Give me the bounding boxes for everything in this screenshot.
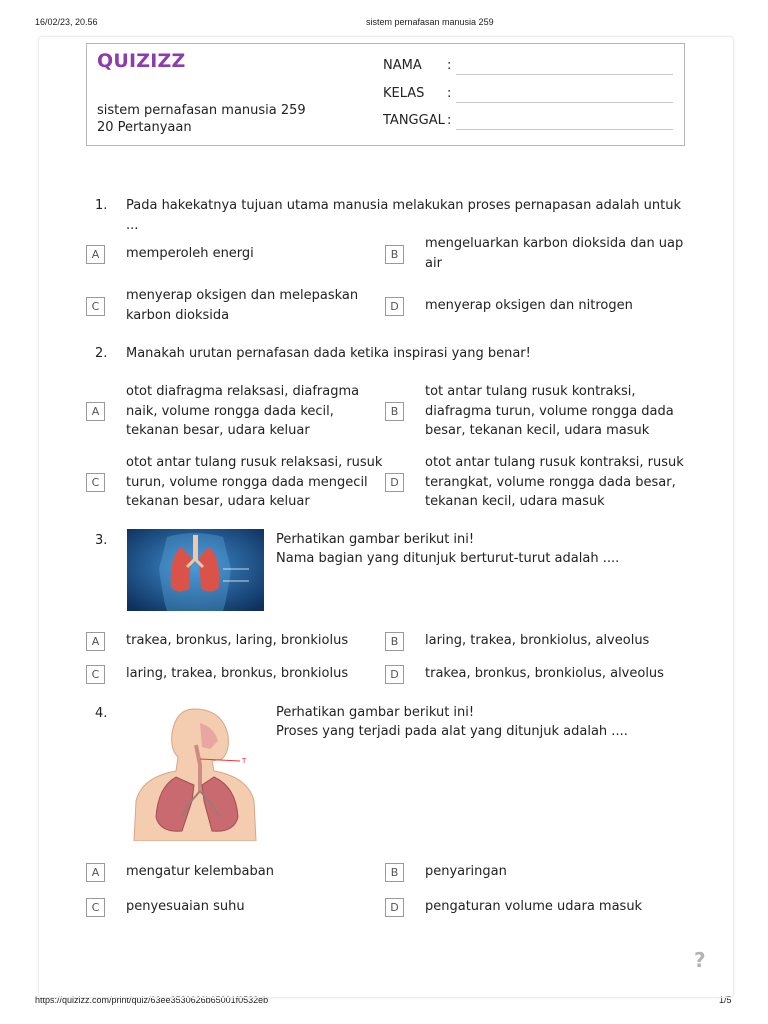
question-number: 4.: [95, 706, 108, 721]
class-colon: :: [447, 86, 452, 101]
name-label: NAMA: [383, 58, 422, 73]
date-colon: :: [447, 113, 452, 128]
quiz-page: [38, 36, 734, 998]
option-letter-b[interactable]: B: [385, 863, 404, 882]
print-page-number: 1/5: [719, 995, 732, 1005]
option-letter-c[interactable]: C: [86, 297, 105, 316]
question-text: Proses yang terjadi pada alat yang ditunjuk adalah ....: [276, 724, 628, 739]
option-letter-a[interactable]: A: [86, 402, 105, 421]
print-datetime: 16/02/23, 20.56: [35, 17, 98, 27]
question-text: Perhatikan gambar berikut ini!: [276, 705, 475, 720]
option-text: menyerap oksigen dan nitrogen: [425, 298, 633, 313]
print-url[interactable]: https://quizizz.com/print/quiz/63ee3530626b65001f0532eb: [35, 995, 269, 1005]
question-count: 20 Pertanyaan: [97, 120, 192, 135]
option-letter-d[interactable]: D: [385, 473, 404, 492]
question-number: 2.: [95, 346, 108, 361]
option-text: memperoleh energi: [126, 246, 254, 261]
respiratory-system-image: [130, 705, 260, 841]
option-text: trakea, bronkus, bronkiolus, alveolus: [425, 666, 664, 681]
name-colon: :: [447, 58, 452, 73]
option-letter-c[interactable]: C: [86, 898, 105, 917]
option-text: penyesuaian suhu: [126, 899, 245, 914]
option-letter-a[interactable]: A: [86, 863, 105, 882]
option-text: laring, trakea, bronkus, bronkiolus: [126, 666, 349, 681]
option-letter-a[interactable]: A: [86, 632, 105, 651]
image-pointer-label: T: [242, 757, 247, 765]
question-text: Perhatikan gambar berikut ini!: [276, 532, 475, 547]
class-label: KELAS: [383, 86, 425, 101]
option-text: mengeluarkan karbon dioksida dan uap air: [425, 236, 684, 271]
question-text: Nama bagian yang ditunjuk berturut-turut adalah ....: [276, 551, 620, 566]
option-text: penyaringan: [425, 864, 507, 879]
question-icon[interactable]: ?: [694, 948, 706, 972]
option-text: otot diafragma relaksasi, diafragma naik, volume rongga dada kecil, tekanan besar, udara keluar: [126, 384, 360, 438]
option-text: menyerap oksigen dan melepaskan karbon dioksida: [126, 288, 359, 323]
date-label: TANGGAL: [383, 113, 445, 128]
class-field[interactable]: [456, 102, 673, 103]
option-letter-d[interactable]: D: [385, 297, 404, 316]
option-letter-b[interactable]: B: [385, 402, 404, 421]
question-number: 3.: [95, 533, 108, 548]
option-text: laring, trakea, bronkiolus, alveolus: [425, 633, 650, 648]
question-number: 1.: [95, 198, 108, 213]
option-letter-d[interactable]: D: [385, 665, 404, 684]
quizizz-logo: QUIZIZZ: [97, 50, 186, 72]
option-text: otot antar tulang rusuk relaksasi, rusuk turun, volume rongga dada mengecil tekanan besar, udara keluar: [126, 455, 383, 509]
option-text: tot antar tulang rusuk kontraksi, diafragma turun, volume rongga dada besar, tekanan kecil, udara masuk: [425, 384, 674, 438]
option-letter-c[interactable]: C: [86, 665, 105, 684]
lungs-anatomy-image: [127, 529, 264, 611]
option-letter-d[interactable]: D: [385, 898, 404, 917]
question-text: Pada hakekatnya tujuan utama manusia melakukan proses pernapasan adalah untuk ...: [126, 198, 681, 233]
option-letter-b[interactable]: B: [385, 245, 404, 264]
option-letter-b[interactable]: B: [385, 632, 404, 651]
question-text: Manakah urutan pernafasan dada ketika inspirasi yang benar!: [126, 346, 531, 361]
option-text: mengatur kelembaban: [126, 864, 274, 879]
option-letter-a[interactable]: A: [86, 245, 105, 264]
print-title: sistem pernafasan manusia 259: [366, 17, 494, 27]
name-field[interactable]: [456, 74, 673, 75]
option-text: otot antar tulang rusuk kontraksi, rusuk terangkat, volume rongga dada besar, tekanan kecil, udara masuk: [425, 455, 684, 509]
option-letter-c[interactable]: C: [86, 473, 105, 492]
option-text: trakea, bronkus, laring, bronkiolus: [126, 633, 349, 648]
date-field[interactable]: [456, 129, 673, 130]
option-text: pengaturan volume udara masuk: [425, 899, 643, 914]
quiz-title: sistem pernafasan manusia 259: [97, 103, 306, 118]
